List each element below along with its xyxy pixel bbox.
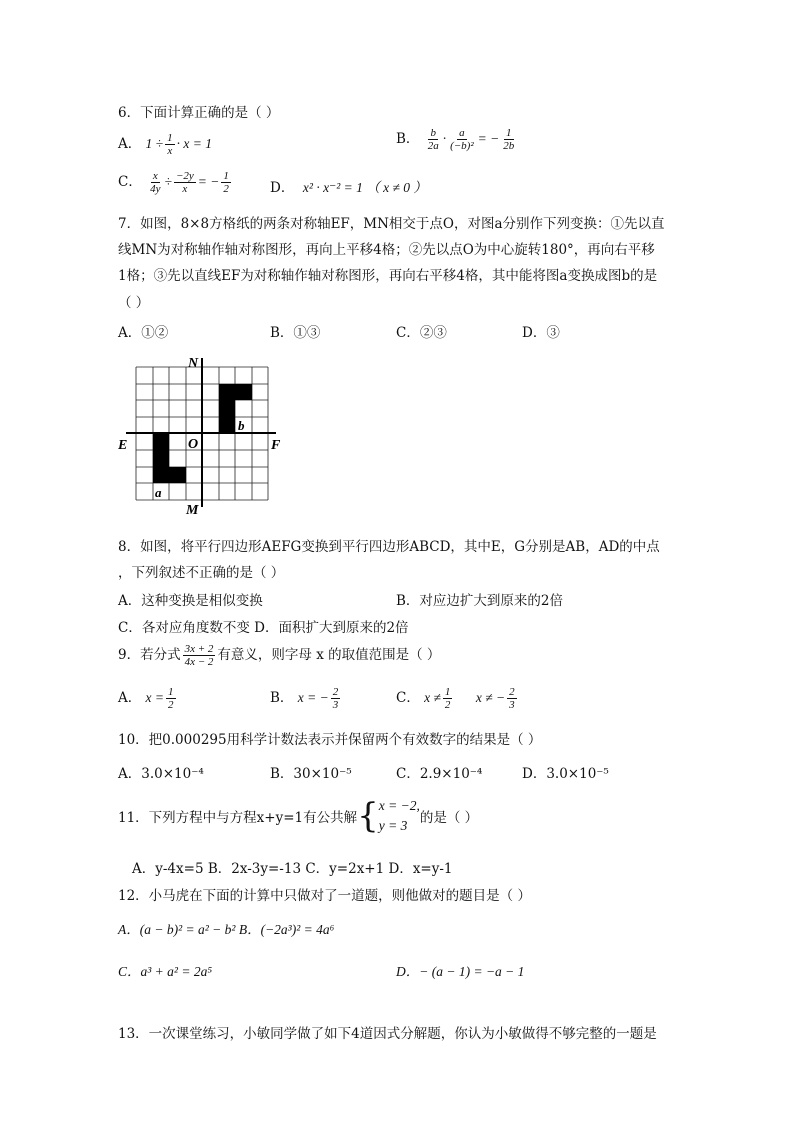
q10-stem: 10．把0.000295用科学计数法表示并保留两个有效数字的结果是（ ） bbox=[118, 732, 542, 748]
q13-stem: 13．一次课堂练习，小敏同学做了如下4道因式分解题，你认为小敏做得不够完整的一题是 bbox=[118, 1026, 657, 1042]
q9-option-b: B． x = − $\frac{2}{3}$ bbox=[270, 686, 339, 711]
q12-stem: 12．小马虎在下面的计算中只做对了一道题，则他做对的题目是（ ） bbox=[118, 888, 531, 904]
q6-stem: 6．下面计算正确的是（ ） bbox=[118, 105, 280, 121]
q9-stem: 9．若分式 $\frac{3x + 2}{4x - 2}$ 有意义，则字母 x 的取值范围是（ ） bbox=[118, 643, 441, 668]
q9-option-a: A． x = $\frac{1}{2}$ bbox=[118, 686, 174, 711]
q7-line3: 1格；③先以直线EF为对称轴作轴对称图形，再向右平移4格，其中能将图a变换成图b的是 bbox=[118, 268, 658, 284]
label-b: b bbox=[238, 418, 245, 433]
q11-stem: 11．下列方程中与方程x+y=1有公共解{ x = −2, y = 3 的是（ ） bbox=[118, 796, 479, 836]
q10-option-d: D．3.0×10⁻⁵ bbox=[522, 766, 609, 782]
label-f: F bbox=[271, 438, 281, 453]
shape-b bbox=[219, 384, 252, 433]
q7-option-d: D．③ bbox=[522, 325, 560, 341]
q6-option-b: B． $\frac{b}{2a}$ · $\frac{a}{\text{(−b)²}}$ = − $\frac{1}{2b}$ bbox=[396, 127, 515, 152]
q7-line1: 7．如图，8×8方格纸的两条对称轴EF，MN相交于点O，对图a分别作下列变换：①先以直 bbox=[118, 216, 665, 232]
label-o: O bbox=[188, 437, 199, 452]
label-n: N bbox=[188, 356, 199, 371]
q7-option-c: C．②③ bbox=[396, 325, 447, 341]
q8-option-b: B．对应边扩大到原来的2倍 bbox=[396, 593, 564, 609]
label-e: E bbox=[118, 438, 128, 453]
shape-a bbox=[153, 433, 186, 483]
label-a: a bbox=[155, 485, 162, 500]
label-m: M bbox=[186, 503, 199, 518]
q8-option-cd: C．各对应角度数不变 D．面积扩大到原来的2倍 bbox=[118, 620, 409, 636]
grid-figure bbox=[118, 352, 288, 522]
q6-option-a: A． 1 ÷ $\frac{1}{x}$ · x = 1 bbox=[118, 132, 212, 157]
q10-option-a: A．3.0×10⁻⁴ bbox=[118, 766, 204, 782]
q8-option-a: A．这种变换是相似变换 bbox=[118, 593, 263, 609]
q7-option-a: A．①② bbox=[118, 325, 169, 341]
q8-line2: ，下列叙述不正确的是（ ） bbox=[118, 565, 285, 581]
q12-option-d: D．− (a − 1) = −a − 1 bbox=[396, 964, 525, 979]
q6-option-c: C． $\frac{x}{4y}$ ÷ $\frac{-2y}{x}$ = − $\frac{1}{2}$ bbox=[118, 170, 229, 195]
q8-line1: 8．如图，将平行四边形AEFG变换到平行四边形ABCD，其中E，G分别是AB，AD的中点 bbox=[118, 539, 660, 555]
q12-option-ab: A．(a − b)² = a² − b² B．(−2a³)² = 4a⁶ bbox=[118, 922, 335, 937]
q10-option-c: C．2.9×10⁻⁴ bbox=[396, 766, 483, 782]
q10-option-b: B．30×10⁻⁵ bbox=[270, 766, 352, 782]
q9-option-c: C． x ≠ $\frac{1}{2}$ x ≠ − $\frac{2}{3}$ bbox=[396, 686, 515, 711]
q11-options: A．y-4x=5 B．2x-3y=-13 C．y=2x+1 D．x=y-1 bbox=[132, 861, 453, 877]
grid-figure-svg bbox=[118, 352, 288, 522]
q6-option-d: D． x² · x⁻² = 1 （ x ≠ 0 ） bbox=[270, 180, 427, 196]
q7-line4: （ ） bbox=[118, 295, 150, 311]
q7-option-b: B．①③ bbox=[270, 325, 321, 341]
q12-option-c: C．a³ + a² = 2a⁵ bbox=[118, 964, 213, 979]
q7-line2: 线MN为对称轴作轴对称图形，再向上平移4格；②先以点O为中心旋转180°，再向右平移 bbox=[118, 242, 655, 258]
